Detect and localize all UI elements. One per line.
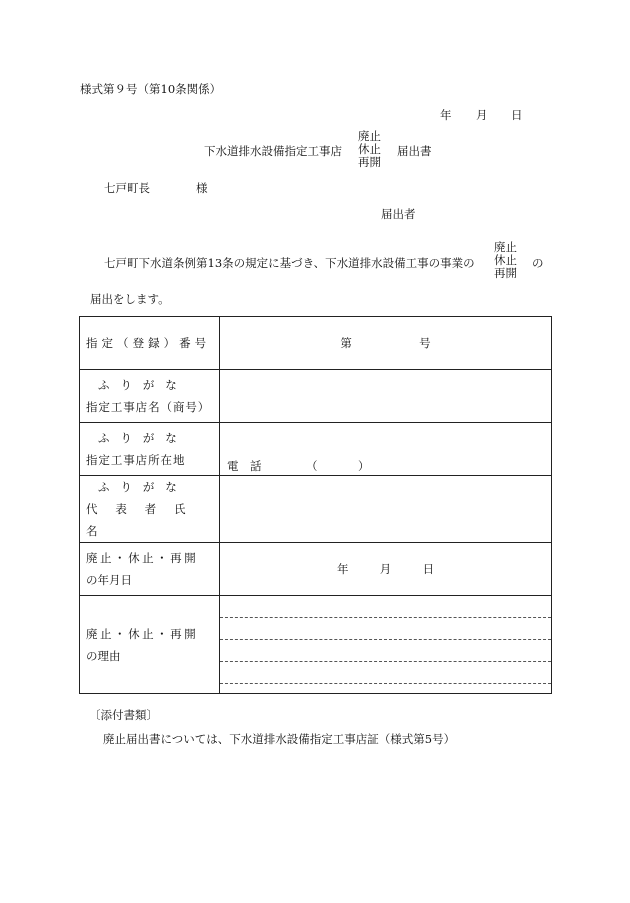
store-address-label-cell [80, 423, 220, 476]
action-date-month: 月 [379, 562, 392, 576]
table-row-reason [80, 596, 552, 694]
addressee-name: 七戸町長 [104, 181, 150, 195]
registration-number-prefix: 第 [340, 336, 352, 350]
table-row-store-name [80, 370, 552, 423]
title-options [358, 130, 381, 169]
reason-line [220, 640, 551, 662]
action-date-field[interactable] [220, 543, 552, 596]
phone-label: 電 話 [227, 459, 262, 473]
reason-line [220, 596, 551, 618]
body-option: 再開 [494, 266, 517, 280]
title-prefix: 下水道排水設備指定工事店 [204, 144, 342, 158]
date-day-label: 日 [511, 108, 523, 122]
phone-line [220, 423, 551, 475]
body-options [494, 241, 517, 280]
date-month-label: 月 [476, 108, 488, 122]
action-date-year: 年 [336, 562, 349, 576]
reason-label-line1: 廃止・休止・再開 [86, 626, 199, 641]
representative-label-cell [80, 476, 220, 543]
registration-number-field[interactable] [220, 317, 552, 370]
title-option: 再開 [358, 155, 381, 169]
reason-field[interactable] [220, 596, 552, 694]
notifier-label: 届出者 [381, 207, 416, 221]
representative-field[interactable] [220, 476, 552, 543]
addressee-honorific: 様 [196, 181, 208, 195]
table-row-representative [80, 476, 552, 543]
action-date-day: 日 [422, 562, 435, 576]
reason-line [220, 618, 551, 640]
phone-paren-open: （ [306, 459, 318, 473]
reason-line [220, 662, 551, 684]
body-option: 廃止 [494, 240, 517, 254]
form-table [79, 316, 552, 694]
phone-paren-close: ） [358, 459, 370, 473]
table-row-store-address [80, 423, 552, 476]
store-name-furigana: ふりがな [98, 378, 188, 392]
reason-label-cell [80, 596, 220, 694]
title-option: 廃止 [358, 129, 381, 143]
action-date-label-cell [80, 543, 220, 596]
representative-furigana: ふりがな [98, 480, 188, 494]
title-option: 休止 [358, 142, 381, 156]
body-particle: の [532, 256, 544, 270]
store-name-label-cell [80, 370, 220, 423]
form-number: 様式第９号（第10条関係） [80, 82, 222, 96]
store-address-field[interactable] [220, 423, 552, 476]
body-continuation: 届出をします。 [90, 292, 170, 306]
date-year-label: 年 [440, 108, 452, 122]
representative-label: 代表者氏名 [86, 502, 204, 538]
body-option: 休止 [494, 253, 517, 267]
action-date-label-line2: の年月日 [86, 573, 132, 587]
body-text: 七戸町下水道条例第13条の規定に基づき、下水道排水設備工事の事業の [104, 256, 475, 270]
store-name-field[interactable] [220, 370, 552, 423]
registration-number-suffix: 号 [419, 336, 431, 350]
store-name-label: 指定工事店名（商号） [86, 400, 211, 414]
registration-number-label: 指定（登録）番号 [86, 336, 211, 350]
table-row-action-date [80, 543, 552, 596]
store-address-furigana: ふりがな [98, 431, 188, 445]
reason-label-line2: の理由 [86, 648, 121, 663]
action-date-label-line1: 廃止・休止・再開 [86, 551, 199, 565]
title-suffix: 届出書 [397, 144, 432, 158]
table-row-registration-number [80, 317, 552, 370]
registration-number-label-cell [80, 317, 220, 370]
attachments-text: 廃止届出書については、下水道排水設備指定工事店証（様式第5号） [103, 732, 456, 746]
store-address-label: 指定工事店所在地 [86, 453, 186, 467]
attachments-heading: 〔添付書類〕 [89, 708, 158, 722]
